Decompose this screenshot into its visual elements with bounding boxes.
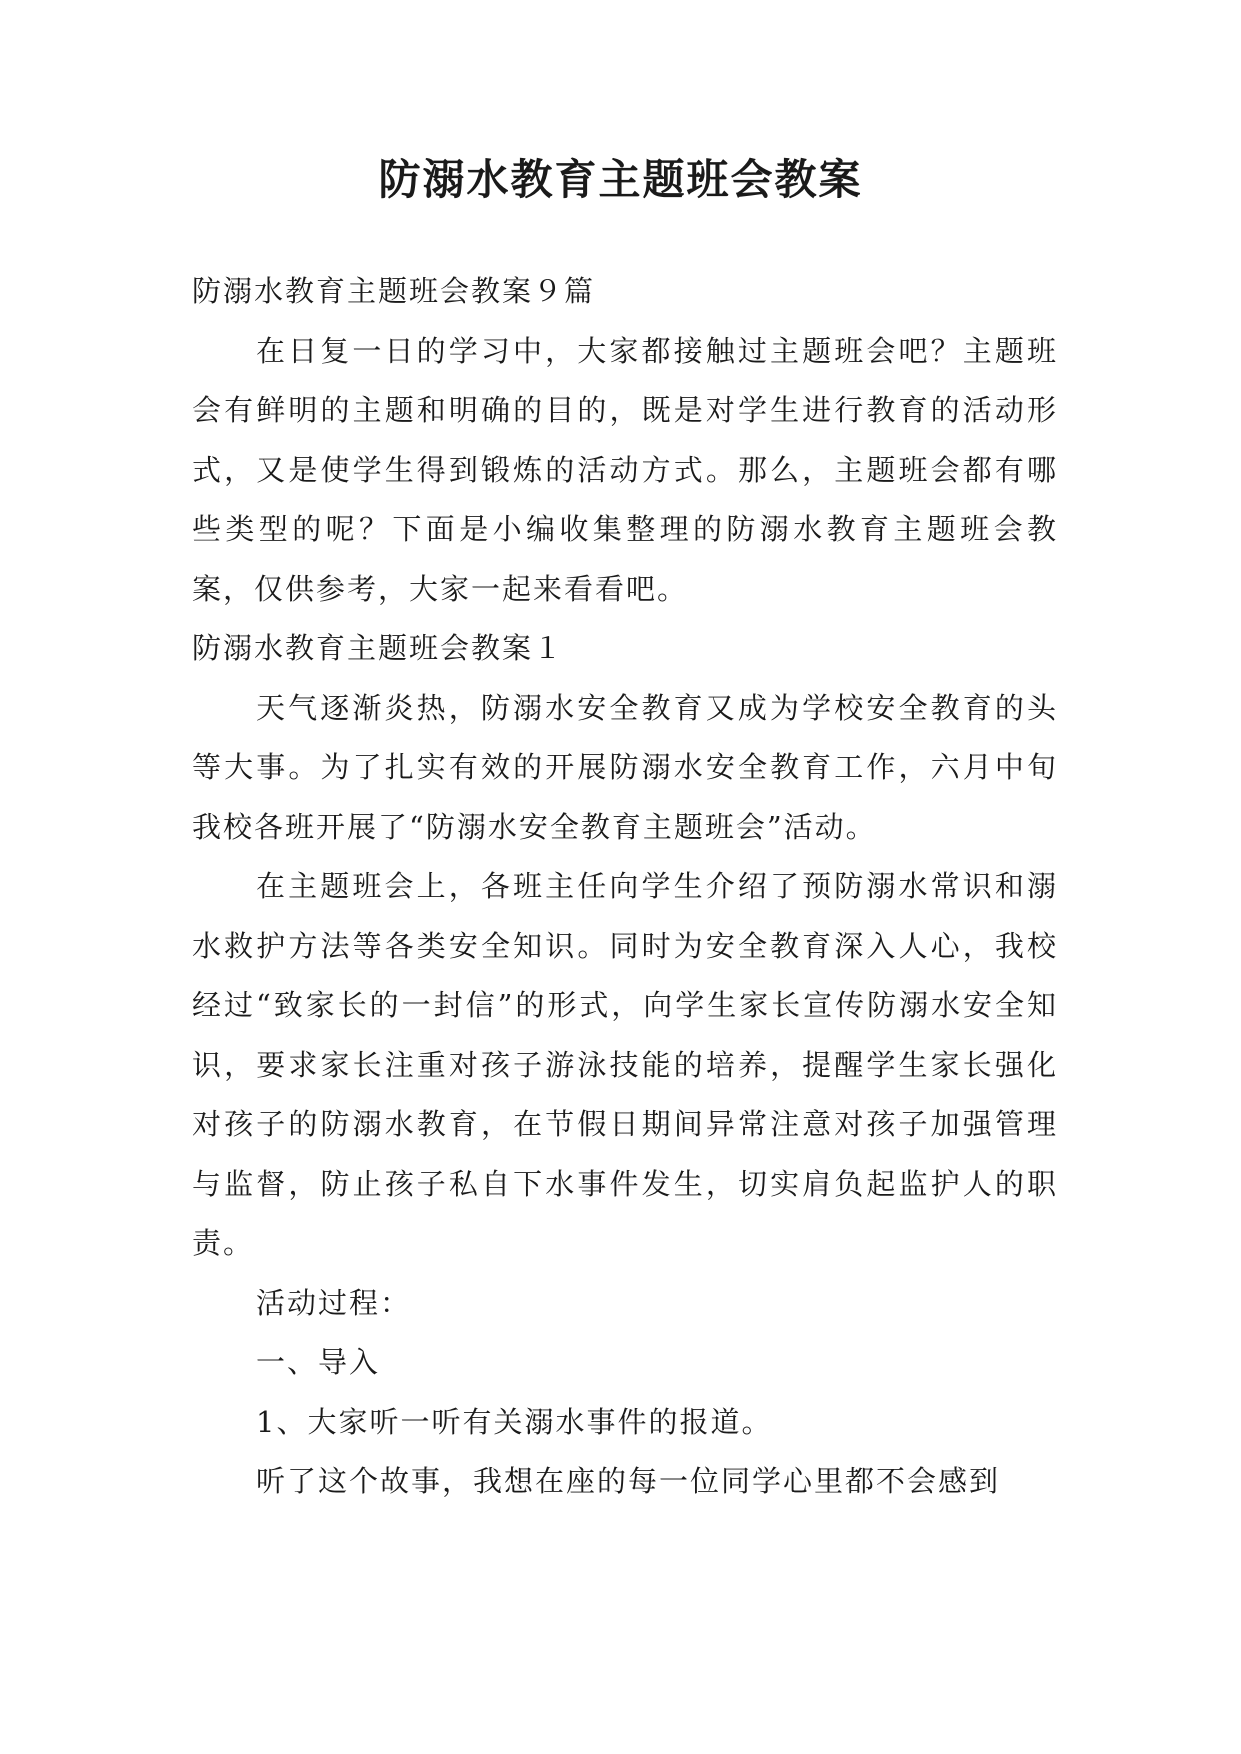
paragraph-story: 听了这个故事，我想在座的每一位同学心里都不会感到 [256,1464,1001,1498]
collection-heading: 防溺水教育主题班会教案９篇 [192,274,596,308]
paragraph-step-1: 1、大家听一听有关溺水事件的报道。 [256,1404,773,1439]
paragraph-intro-step: 一、导入 [256,1345,381,1379]
paragraph-2: 在主题班会上，各班主任向学生介绍了预防溺水常识和溺水救护方法等各类安全知识。同时为安全教育深入人心，我校经过“致家长的一封信”的形式，向学生家长宣传防溺水安全知识，要求家长注重对孩子游泳技能的培养，提醒学生家长强化对孩子的防溺水教育，在节假日期间异常注意对孩子加强管理与监督，防止孩子私自下水事件发生，切实肩负起监护人的职责。 [192,869,1058,1260]
document-title: 防溺水教育主题班会教案 [378,155,863,204]
section-heading: 防溺水教育主题班会教案１ [192,631,565,665]
intro-paragraph: 在日复一日的学习中，大家都接触过主题班会吧？主题班会有鲜明的主题和明确的目的，既是对学生进行教育的活动形式，又是使学生得到锻炼的活动方式。那么，主题班会都有哪些类型的呢？下面是小编收集整理的防溺水教育主题班会教案，仅供参考，大家一起来看看吧。 [192,333,1058,606]
paragraph-1: 天气逐渐炎热，防溺水安全教育又成为学校安全教育的头等大事。为了扎实有效的开展防溺水安全教育工作，六月中旬我校各班开展了“防溺水安全教育主题班会”活动。 [192,690,1058,844]
section-text [192,619,1058,1512]
paragraph-activity-process: 活动过程： [256,1285,412,1320]
body-text [192,262,1058,619]
